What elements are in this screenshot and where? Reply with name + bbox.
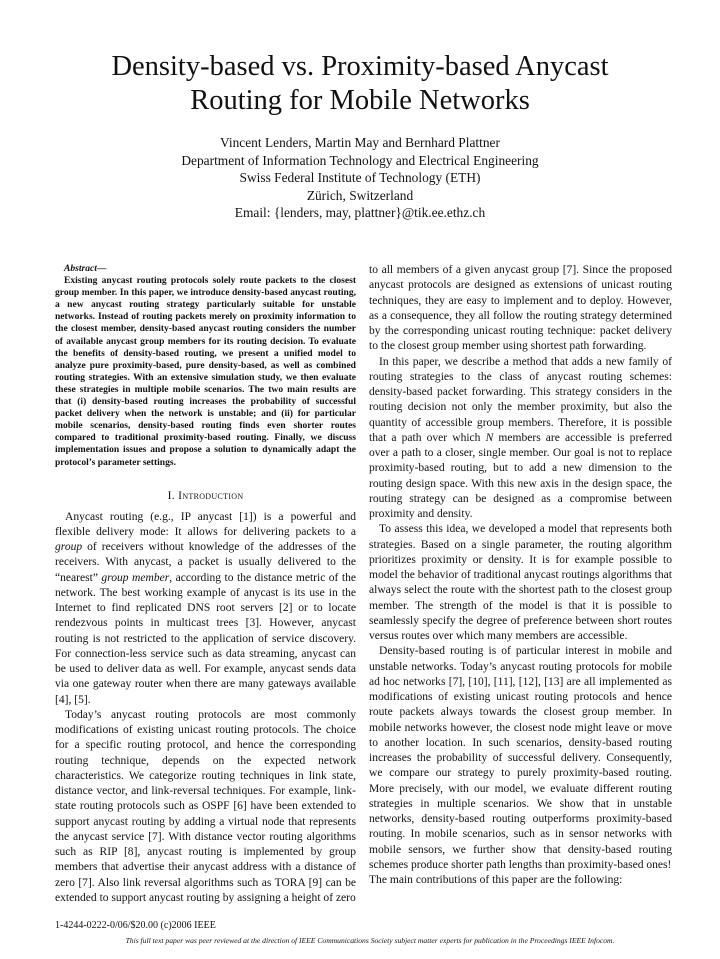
intro-p1-part-b: of receivers without knowledge of the addresses of the receivers. With anycast, a packet is usually delivered to the “nearest” [55,541,356,584]
right-column [369,263,672,888]
right-body [369,263,672,888]
author-department: Department of Information Technology and Electrical Engineering [181,152,539,168]
right-paragraph-3: Density-based routing is of particular interest in mobile and unstable networks. Today’s anycast routing protocols for mobile ad hoc networks [7], [10], [11], [12], [13] are all implemented as modifications of existing unicast routing protocols and hence route packets always towards the closest group member. In mobile networks however, the closest node might leave or move to another location. In such scenarios, density-based routing increases the probability of successful delivery. Consequently, we compare our strategy to purely proximity-based routing. More precisely, with our model, we evaluate different routing strategies in multiple scenarios. We show that in unstable networks, density-based routing outperforms proximity-based routing. In mobile scenarios, such as in sensor networks with mobile sensors, we further show that density-based routing schemes produce shorter path lengths than proximity-based ones! [369,645,672,871]
author-block [60,134,660,222]
intro-p1-part-a: Anycast routing (e.g., IP anycast [1]) is a powerful and flexible delivery mode: It allows for delivering packets to a [55,510,356,538]
intro-p1-part-c: , according to the distance metric of the network. The best working example of anycast is its use in the Internet to find replicated DNS root servers [2] or to locate rendezvous points in multicast trees [3]. However, anycast routing is not restricted to the application of service discovery. For connection-less service such as data streaming, anycast can be used to deliver data as well. For example, anycast sends data via one gateway router when there are many gateways available [4], [5]. [55,571,356,706]
intro-body [55,510,356,907]
abstract-label: Abstract— [64,263,107,274]
intro-p1-group-member: group member [101,571,170,584]
section-numeral: I. [167,488,175,502]
right-paragraph-0: to all members of a given anycast group [7]. Since the proposed anycast protocols are designed as extensions of unicast routing techniques, they are easy to implement and to deploy. However, as a consequence, they all follow the routing strategy determined by the corresponding unicast routing technique: packet delivery to the closest group member using shortest path forwarding. [369,264,672,353]
right-paragraph-1 [369,355,672,523]
left-column [55,263,356,906]
author-institute: Swiss Federal Institute of Technology (ETH) [239,170,481,185]
right-paragraph-4: The main contributions of this paper are the following: [369,874,623,886]
footer-copyright-code: 1-4244-0222-0/06/$20.00 (c)2006 IEEE [55,920,216,931]
intro-p1-group: group [55,541,83,554]
paper-title [60,50,660,118]
right-p1-part-b: members are accessible is preferred over a path to a closer, single member. Our goal is not to replace proximity-based routing, but to add a new dimension to the routing design space. With this new axis in the design space, the routing strategy can be designed as a compromise between proximity and density. [369,431,672,520]
intro-paragraph-1 [55,510,356,708]
title-line-2: Routing for Mobile Networks [190,85,530,116]
abstract [55,263,356,469]
right-paragraph-2: To assess this idea, we developed a model that represents both strategies. Based on a single parameter, the routing algorithm prioritizes proximity or density. It is for example possible to model the behavior of traditional anycast routings algorithms that always select the route with the shortest path to the closest group member. The strength of the model is that it is possible to seamlessly specify the degree of preference between short routes versus routes over which many members are accessible. [369,523,672,642]
footer-review-note: This full text paper was peer reviewed at the direction of IEEE Communications Society subject matter experts for publication in the Proceedings IEEE Infocom. [125,936,615,945]
abstract-text: Existing anycast routing protocols solely route packets to the closest group member. In this paper, we introduce density-based anycast routing, a new anycast routing strategy particularly suitable for unstable networks. Instead of routing packets merely on proximity information to the closest member, density-based anycast routing considers the number of available anycast group members for its routing decision. To evaluate the benefits of density-based routing, we present a unified model to analyze pure proximity-based, pure density-based, as well as combined routing strategies. With an extensive simulation study, we then evaluate these strategies in multiple mobile scenarios. The two main results are that (i) density-based routing increases the probability of successful packet delivery when the network is unstable; and (ii) for particular mobile scenarios, density-based routing finds even shorter routes compared to traditional proximity-based routing. Finally, we discuss implementation issues and propose a solution to dynamically adapt the protocol’s parameter settings. [55,275,356,468]
section-heading-introduction [55,489,356,502]
intro-paragraph-2: Today’s anycast routing protocols are most commonly modifications of existing unicast routing protocols. The choice for a specific routing protocol, and hence the corresponding routing technique, depends on the expected network characteristics. We categorize routing techniques in link state, distance vector, and link-reversal techniques. For example, link-state routing protocols such as OSPF [6] have been extended to support anycast routing by adding a virtual node that represents the anycast service [7]. With distance vector routing algorithms such as RIP [8], anycast routing is implemented by group members that advertise their anycast address with a distance of zero [7]. Also link reversal algorithms such as TORA [9] can be extended to support anycast routing by assigning a height of zero [55,708,356,904]
title-line-1: Density-based vs. Proximity-based Anycast [111,51,609,82]
author-names: Vincent Lenders, Martin May and Bernhard Plattner [220,135,500,150]
right-p1-n: N [485,431,494,444]
right-p1-part-a: In this paper, we describe a method that adds a new family of routing strategies to the class of anycast routing schemes: density-based packet forwarding. This strategy considers in the routing decision not only the member proximity, but also the quantity of accessible group members. Therefore, it is possible that a path over which [369,355,672,444]
section-title: Introduction [178,488,244,502]
author-city: Zürich, Switzerland [306,187,414,203]
author-email: Email: {lenders, may, plattner}@tik.ee.ethz.ch [234,205,486,220]
